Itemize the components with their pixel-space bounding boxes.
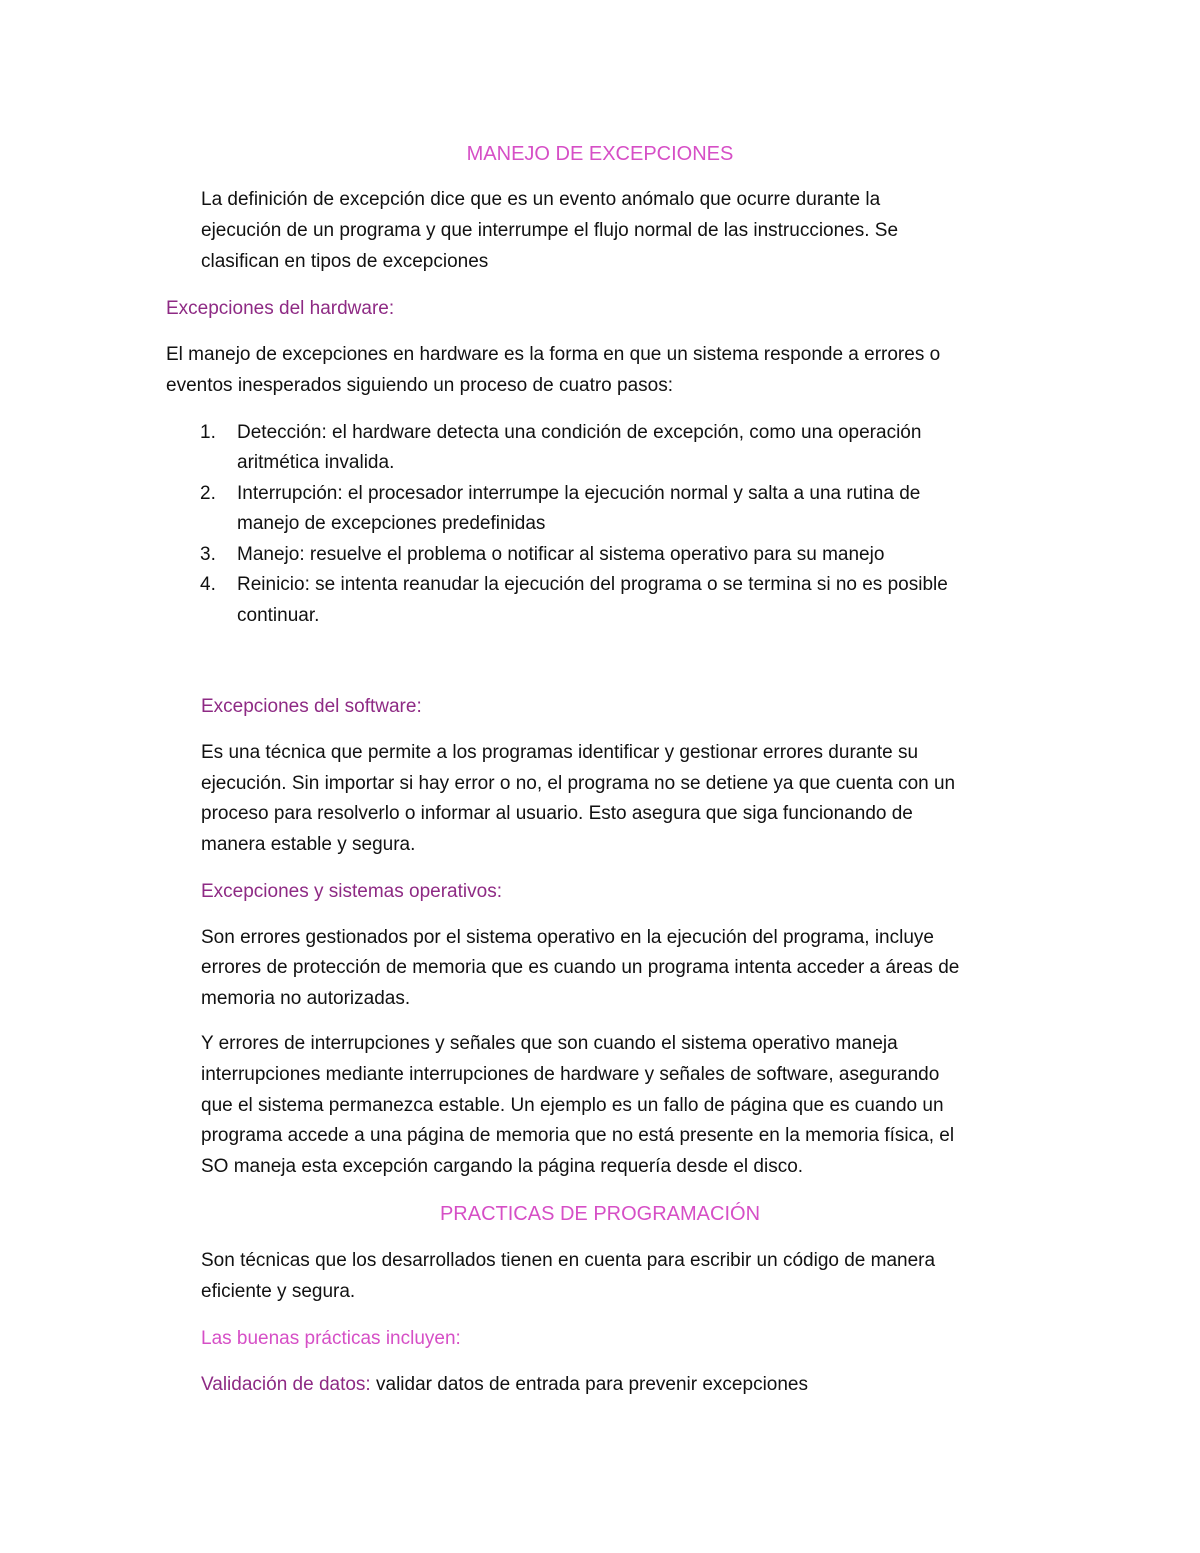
practices-title: PRACTICAS DE PROGRAMACIÓN bbox=[439, 1203, 761, 1225]
software-heading: Excepciones del software: bbox=[201, 696, 422, 717]
os-paragraph-line: interrupciones mediante interrupciones de hardware y señales de software, asegurando bbox=[201, 1064, 940, 1085]
step-text: Interrupción: el procesador interrumpe la ejecución normal y salta a una rutina de bbox=[237, 483, 921, 504]
hardware-paragraph-line-1: El manejo de excepciones en hardware es la forma en que un sistema responde a errores o bbox=[166, 344, 941, 365]
software-paragraph-line: ejecución. Sin importar si hay error o no, el programa no se detiene ya que cuenta con un bbox=[201, 773, 956, 794]
hardware-heading: Excepciones del hardware: bbox=[166, 298, 395, 319]
step-number: 1. bbox=[200, 422, 216, 443]
page-title: MANEJO DE EXCEPCIONES bbox=[466, 143, 734, 165]
os-heading: Excepciones y sistemas operativos: bbox=[201, 881, 502, 902]
step-number: 3. bbox=[200, 544, 216, 565]
validation-line bbox=[201, 1372, 808, 1398]
step-text: Detección: el hardware detecta una condición de excepción, como una operación bbox=[237, 422, 922, 443]
step-text: continuar. bbox=[237, 605, 320, 626]
os-paragraph-line: memoria no autorizadas. bbox=[201, 988, 411, 1009]
step-number: 4. bbox=[200, 574, 216, 595]
step-text: Reinicio: se intenta reanudar la ejecución del programa o se termina si no es posible bbox=[237, 574, 948, 595]
practices-paragraph-line: eficiente y segura. bbox=[201, 1281, 356, 1302]
os-paragraph-line: Y errores de interrupciones y señales que son cuando el sistema operativo maneja bbox=[201, 1033, 898, 1054]
step-text: manejo de excepciones predefinidas bbox=[237, 513, 546, 534]
practices-paragraph-line: Son técnicas que los desarrollados tienen en cuenta para escribir un código de manera bbox=[201, 1250, 936, 1271]
software-paragraph-line: manera estable y segura. bbox=[201, 834, 416, 855]
os-paragraph-line: Son errores gestionados por el sistema operativo en la ejecución del programa, incluye bbox=[201, 927, 934, 948]
software-paragraph-line: Es una técnica que permite a los programas identificar y gestionar errores durante su bbox=[201, 742, 919, 763]
intro-line-2: ejecución de un programa y que interrumpe el flujo normal de las instrucciones. Se bbox=[201, 220, 899, 241]
software-paragraph-line: proceso para resolverlo o informar al usuario. Esto asegura que siga funcionando de bbox=[201, 803, 913, 824]
step-text: Manejo: resuelve el problema o notificar al sistema operativo para su manejo bbox=[237, 544, 885, 565]
step-number: 2. bbox=[200, 483, 216, 504]
hardware-paragraph-line-2: eventos inesperados siguiendo un proceso de cuatro pasos: bbox=[166, 375, 674, 396]
os-paragraph-line: SO maneja esta excepción cargando la página requería desde el disco. bbox=[201, 1156, 804, 1177]
validation-label: Validación de datos: bbox=[201, 1374, 371, 1395]
step-text: aritmética invalida. bbox=[237, 452, 395, 473]
intro-line-3: clasifican en tipos de excepciones bbox=[201, 251, 489, 272]
intro-line-1: La definición de excepción dice que es un evento anómalo que ocurre durante la bbox=[201, 189, 881, 210]
os-paragraph-line: programa accede a una página de memoria que no está presente en la memoria física, el bbox=[201, 1125, 955, 1146]
good-practices-heading: Las buenas prácticas incluyen: bbox=[201, 1328, 461, 1349]
os-paragraph-line: errores de protección de memoria que es cuando un programa intenta acceder a áreas de bbox=[201, 957, 960, 978]
validation-text: validar datos de entrada para prevenir excepciones bbox=[370, 1374, 808, 1395]
os-paragraph-line: que el sistema permanezca estable. Un ejemplo es un fallo de página que es cuando un bbox=[201, 1095, 944, 1116]
